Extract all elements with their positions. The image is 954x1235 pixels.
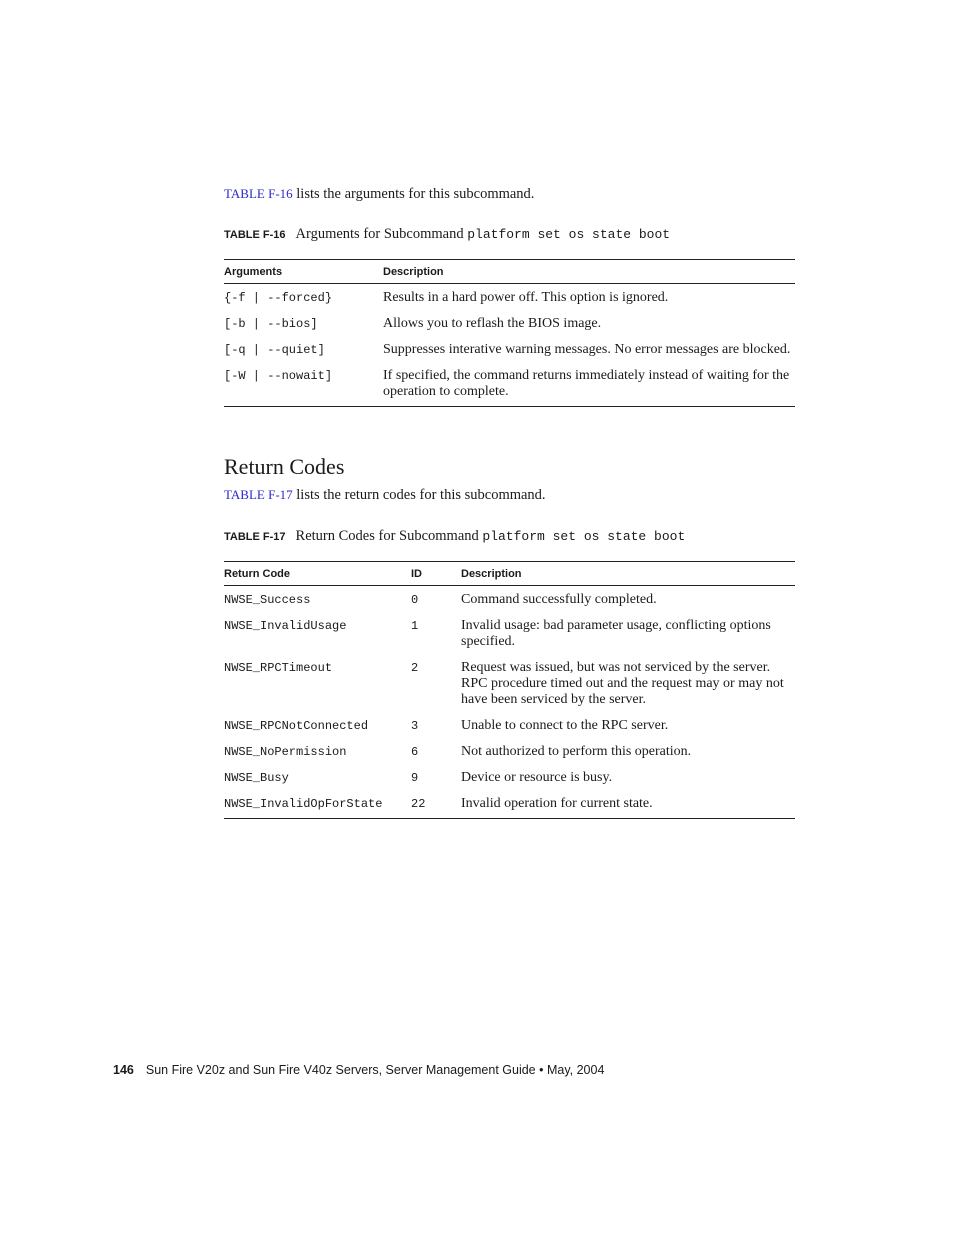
table-row (224, 713, 795, 739)
table-row (224, 337, 795, 363)
table-f16-link[interactable]: TABLE F-16 (224, 186, 293, 201)
id-cell: 22 (411, 791, 461, 819)
intro-paragraph-table-f16 (224, 186, 534, 203)
page-number: 146 (113, 1063, 134, 1077)
table-f17-caption (224, 528, 685, 545)
id-cell: 0 (411, 593, 419, 607)
description-cell: If specified, the command returns immediately instead of waiting for the operation to complete. (383, 363, 795, 407)
table-row (224, 586, 795, 614)
column-header-return-code: Return Code (224, 562, 411, 586)
argument-cell: {-f | --forced} (224, 291, 333, 305)
table-row (224, 739, 795, 765)
return-code-cell: NWSE_NoPermission (224, 745, 347, 759)
id-cell: 6 (411, 745, 419, 759)
table-row (224, 284, 795, 312)
description-cell: Device or resource is busy. (461, 770, 613, 785)
footer-text: Sun Fire V20z and Sun Fire V40z Servers, Server Management Guide • May, 2004 (145, 1063, 605, 1077)
table-header-row (224, 260, 795, 284)
id-cell: 2 (411, 661, 419, 675)
column-header-description: Description (383, 260, 795, 284)
page-footer (113, 1063, 604, 1077)
id-cell: 1 (411, 619, 419, 633)
return-code-cell: NWSE_Success (224, 593, 311, 607)
description-cell: Unable to connect to the RPC server. (461, 718, 669, 733)
table-row (224, 311, 795, 337)
id-cell: 9 (411, 771, 419, 785)
table-row (224, 613, 795, 655)
description-cell: Command successfully completed. (461, 592, 657, 607)
return-code-cell: NWSE_Busy (224, 771, 289, 785)
description-cell: Results in a hard power off. This option is ignored. (383, 290, 669, 305)
table-header-row (224, 562, 795, 586)
description-cell: Request was issued, but was not serviced by the server. RPC procedure timed out and the request may or may not have been serviced by the server. (461, 660, 784, 707)
table-row (224, 791, 795, 819)
id-cell: 3 (411, 719, 419, 733)
return-code-cell: NWSE_RPCTimeout (224, 661, 333, 675)
table-row (224, 765, 795, 791)
return-code-cell: NWSE_InvalidUsage (224, 619, 347, 633)
return-code-cell: NWSE_RPCNotConnected (224, 719, 369, 733)
return-codes-table (224, 561, 795, 819)
description-cell: Not authorized to perform this operation. (461, 744, 692, 759)
intro-text: lists the arguments for this subcommand. (292, 186, 535, 202)
description-cell: Invalid usage: bad parameter usage, conflicting options specified. (461, 618, 771, 649)
caption-command: platform set os state boot (482, 529, 686, 544)
description-cell: Allows you to reflash the BIOS image. (383, 316, 602, 331)
intro-text: lists the return codes for this subcommand. (292, 487, 546, 503)
section-title: Return Codes (224, 454, 345, 479)
return-code-cell: NWSE_InvalidOpForState (224, 791, 411, 819)
column-header-id: ID (411, 562, 461, 586)
table-row (224, 655, 795, 713)
argument-cell: [-q | --quiet] (224, 343, 325, 357)
intro-paragraph-table-f17 (224, 487, 546, 504)
table-f17-link[interactable]: TABLE F-17 (224, 487, 293, 502)
argument-cell: [-b | --bios] (224, 317, 318, 331)
table-label: TABLE F-17 (224, 531, 286, 543)
description-cell: Invalid operation for current state. (461, 791, 795, 819)
column-header-description: Description (461, 562, 795, 586)
column-header-arguments: Arguments (224, 260, 383, 284)
arguments-table (224, 259, 795, 407)
table-label: TABLE F-16 (224, 229, 286, 241)
caption-command: platform set os state boot (467, 227, 671, 242)
caption-text: Return Codes for Subcommand (295, 528, 483, 544)
argument-cell: [-W | --nowait] (224, 363, 383, 407)
table-f16-caption (224, 226, 670, 243)
description-cell: Suppresses interative warning messages. No error messages are blocked. (383, 342, 791, 357)
caption-text: Arguments for Subcommand (295, 226, 468, 242)
table-row (224, 363, 795, 407)
